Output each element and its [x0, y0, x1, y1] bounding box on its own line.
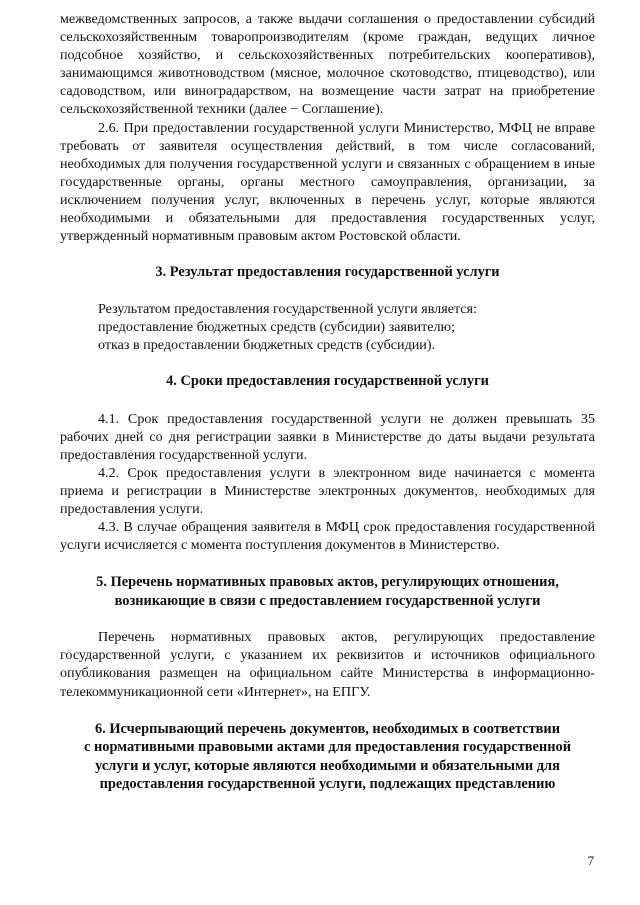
section-3-heading: 3. Результат предоставления государственной услуги — [155, 264, 500, 281]
document-page — [60, 10, 595, 794]
section-3-line-3: отказ в предоставлении бюджетных средств (субсидии). — [98, 336, 436, 353]
section-3-line-1: Результатом предоставления государственной услуги является: — [98, 300, 477, 317]
paragraph-4-3: 4.3. В случае обращения заявителя в МФЦ срок предоставления государственной услуги исчисляется с момента поступления документов в Министерство. — [60, 519, 595, 554]
section-5-text: Перечень нормативных правовых актов, регулирующих предоставление государственной услуги, с указанием их реквизитов и источников официального опубликования размещен на официальном сайте Министерства в информационно-телекоммуникационной сети «Интернет», на ЕПГУ. — [60, 629, 595, 700]
section-6-heading-line-3: услуги и услуг, которые являются необходимыми и обязательными для — [95, 757, 560, 774]
section-5-heading-line-1: 5. Перечень нормативных правовых актов, регулирующих отношения, — [96, 574, 559, 591]
paragraph-4-2: 4.2. Срок предоставления услуги в электронном виде начинается с момента приема и регистрации в Министерстве электронных документов, необходимых для предоставления услуги. — [60, 464, 595, 517]
section-6-heading-line-4: предоставления государственной услуги, подлежащих представлению — [99, 776, 556, 793]
page-number: 7 — [587, 853, 594, 868]
section-4-heading: 4. Сроки предоставления государственной услуги — [166, 373, 489, 389]
section-5-heading — [60, 573, 595, 610]
section-6-heading-line-2: с нормативными правовыми актами для предоставления государственной — [83, 739, 571, 756]
section-6-heading — [60, 720, 595, 794]
section-6-heading-line-1: 6. Исчерпывающий перечень документов, необходимых в соответствии — [94, 720, 561, 737]
section-5-heading-line-2: возникающие в связи с предоставлением государственной услуги — [114, 592, 541, 609]
paragraph-2-6: 2.6. При предоставлении государственной услуги Министерство, МФЦ не вправе требовать от заявителя осуществления действий, в том числе согласований, необходимых для получения государственной услуги и связанных с обращением в иные государственные органы, органы местного самоуправления, организации, за исключением получения услуг, включенных в перечень услуг, которые являются необходимыми и обязательными для предоставления государственных услуг, утвержденный нормативным правовым актом Ростовской области. — [60, 119, 595, 245]
paragraph-4-1: 4.1. Срок предоставления государственной услуги не должен превышать 35 рабочих дней со дня регистрации заявки в Министерстве до даты выдачи результата предоставления государственной услуги. — [60, 410, 595, 463]
paragraph-intro: межведомственных запросов, а также выдачи соглашения о предоставлении субсидий сельскохозяйственным товаропроизводителям (кроме граждан, ведущих личное подсобное хозяйство, и сельскохозяйственных потребительских кооперативов), занимающимся животноводством (мясное, молочное скотоводство, птицеводство), или садоводством, или виноградарством, на возмещение части затрат на приобретение сельскохозяйственной техники (далее − Соглашение). — [60, 11, 595, 118]
section-3-line-2: предоставление бюджетных средств (субсидии) заявителю; — [98, 318, 455, 335]
